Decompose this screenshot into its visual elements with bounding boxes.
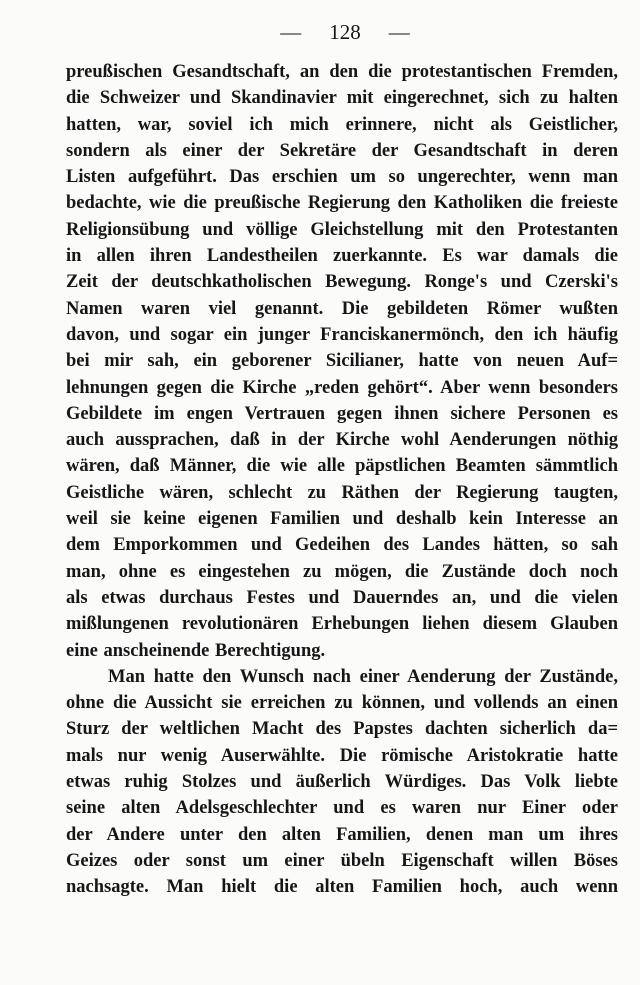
text-line: ohne die Aussicht sie erreichen zu können, und vollends an einen: [66, 693, 618, 714]
dash-left: —: [280, 20, 302, 44]
text-line: davon, und sogar ein junger Franciskanermönch, den ich häufig: [66, 324, 618, 345]
text-line: Man hatte den Wunsch nach einer Aenderung der Zustände,: [108, 666, 618, 687]
text-line: dem Emporkommen und Gedeihen des Landes hätten, so sah: [66, 535, 618, 556]
page-number: 128: [329, 20, 361, 44]
text-line: preußischen Gesandtschaft, an den die protestantischen Fremden,: [66, 62, 618, 82]
text-line: der Andere unter den alten Familien, denen man um ihres: [66, 824, 618, 845]
dash-right: —: [388, 20, 410, 44]
text-line: bei mir sah, ein geborener Sicilianer, hatte von neuen Auf=: [66, 351, 618, 372]
text-line: Geistliche wären, schlecht zu Räthen der Regierung taugten,: [66, 482, 618, 503]
text-line: nachsagte. Man hielt die alten Familien hoch, auch wenn: [66, 877, 618, 898]
text-line: wären, daß Männer, die wie alle päpstlichen Beamten sämmtlich: [66, 456, 618, 477]
text-line: Sturz der weltlichen Macht des Papstes dachten sicherlich da=: [66, 719, 618, 740]
text-line: hatten, war, soviel ich mich erinnere, nicht als Geistlicher,: [66, 114, 618, 135]
text-line: Zeit der deutschkatholischen Bewegung. Ronge's und Czerski's: [66, 272, 618, 293]
page-number-header: [0, 20, 640, 45]
text-line: Namen waren viel genannt. Die gebildeten Römer wußten: [66, 298, 618, 319]
body-text: [66, 59, 618, 901]
text-line: die Schweizer und Skandinavier mit eingerechnet, sich zu halten: [66, 88, 618, 109]
text-line: Religionsübung und völlige Gleichstellung mit den Protestanten: [66, 219, 618, 240]
text-line: etwas ruhig Stolzes und äußerlich Würdiges. Das Volk liebte: [66, 772, 618, 793]
text-line: sondern als einer der Sekretäre der Gesandtschaft in deren: [66, 140, 618, 161]
text-line: man, ohne es eingestehen zu mögen, die Zustände doch noch: [66, 561, 618, 582]
text-line: lehnungen gegen die Kirche „reden gehört“. Aber wenn besonders: [66, 377, 618, 398]
text-line: Gebildete im engen Vertrauen gegen ihnen sichere Personen es: [66, 403, 618, 424]
text-line: in allen ihren Landestheilen zuerkannte. Es war damals die: [66, 246, 618, 267]
text-line: eine anscheinende Berechtigung.: [66, 640, 326, 661]
text-line: bedachte, wie die preußische Regierung den Katholiken die freieste: [66, 193, 618, 214]
text-line: mals nur wenig Auserwählte. Die römische Aristokratie hatte: [66, 745, 618, 766]
text-line: Listen aufgeführt. Das erschien um so ungerechter, wenn man: [66, 167, 618, 188]
text-line: mißlungenen revolutionären Erhebungen liehen diesem Glauben: [66, 614, 618, 635]
text-line: weil sie keine eigenen Familien und deshalb kein Interesse an: [66, 509, 618, 530]
text-line: Geizes oder sonst um einer übeln Eigenschaft willen Böses: [66, 850, 618, 871]
text-line: auch aussprachen, daß in der Kirche wohl Aenderungen nöthig: [66, 430, 618, 451]
text-line: als etwas durchaus Festes und Dauerndes an, und die vielen: [66, 587, 618, 608]
text-line: seine alten Adelsgeschlechter und es waren nur Einer oder: [66, 798, 618, 819]
